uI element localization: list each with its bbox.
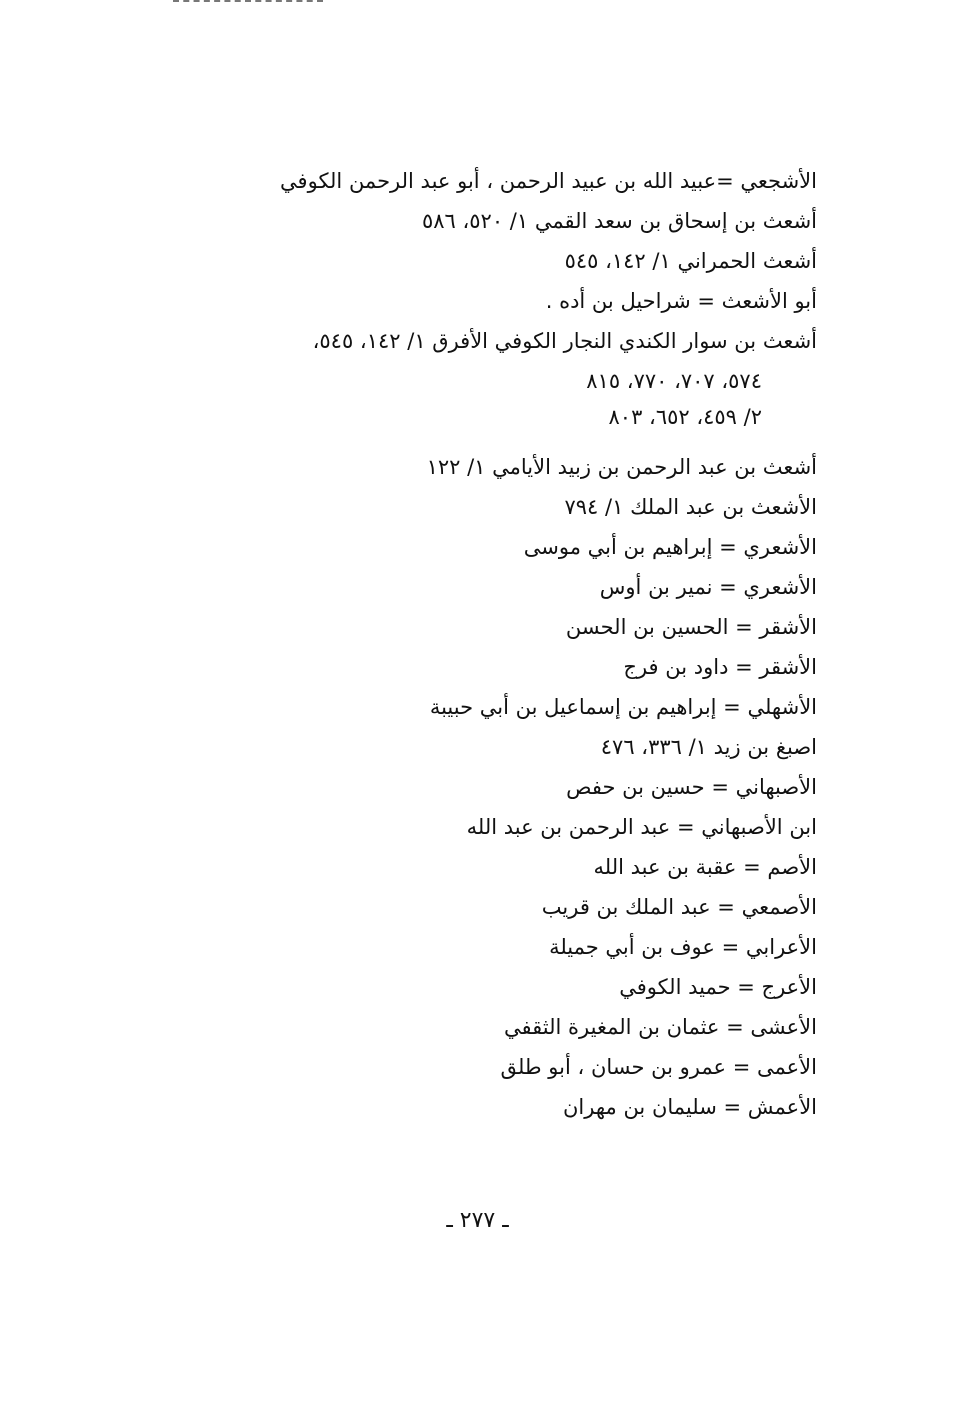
index-entry: الأشقر = الحسين بن الحسن bbox=[565, 615, 817, 639]
index-entry: الأصم = عقبة بن عبد الله bbox=[593, 855, 817, 879]
index-entry: الأشجعي =عبيد الله بن عبيد الرحمن ، أبو عبد الرحمن الكوفي bbox=[280, 169, 817, 193]
index-entry: أشعث بن سوار الكندي النجار الكوفي الأفرق ١/ ١٤٢، ٥٤٥، bbox=[312, 329, 817, 353]
index-entry: أبو الأشعث = شراحيل بن أده . bbox=[545, 289, 817, 313]
index-entry: الأشهلي = إبراهيم بن إسماعيل بن أبي حبيبة bbox=[429, 695, 817, 719]
index-entry: الأعشى = عثمان بن المغيرة الثقفي bbox=[504, 1015, 817, 1039]
index-entries bbox=[137, 168, 817, 1134]
index-entry: ابن الأصبهاني = عبد الرحمن بن عبد الله bbox=[466, 815, 817, 839]
index-entry: الأشعث بن عبد الملك ١/ ٧٩٤ bbox=[564, 495, 817, 519]
top-dashed-rule bbox=[173, 0, 323, 2]
index-entry: الأصمعي = عبد الملك بن قريب bbox=[541, 895, 817, 919]
index-entry: أشعث الحمراني ١/ ١٤٢، ٥٤٥ bbox=[564, 249, 817, 273]
index-entry-continuation: ٥٧٤، ٧٠٧، ٧٧٠، ٨١٥ bbox=[586, 369, 762, 393]
index-entry: الأشعري = نمير بن أوس bbox=[599, 575, 817, 599]
index-entry: الأعمش = سليمان بن مهران bbox=[563, 1095, 817, 1119]
page-number: ـ ٢٧٧ ـ bbox=[446, 1208, 509, 1233]
index-entry: الأصبهاني = حسين بن حفص bbox=[566, 775, 817, 799]
index-entry: الأعرج = حميد الكوفي bbox=[619, 975, 817, 999]
index-entry: الأشعري = إبراهيم بن أبي موسى bbox=[523, 535, 817, 559]
index-entry-continuation: ٢/ ٤٥٩، ٦٥٢، ٨٠٣ bbox=[608, 405, 762, 429]
index-entry: اصبغ بن زيد ١/ ٣٣٦، ٤٧٦ bbox=[600, 735, 817, 759]
index-entry: الأشقر = داود بن فرج bbox=[623, 655, 817, 679]
index-entry: أشعث بن إسحاق بن سعد القمي ١/ ٥٢٠، ٥٨٦ bbox=[421, 209, 817, 233]
index-entry: الأعرابي = عوف بن أبي جميلة bbox=[549, 935, 817, 959]
index-entry: أشعث بن عبد الرحمن بن زبيد الأيامي ١/ ١٢٢ bbox=[426, 455, 817, 479]
index-entry: الأعمى = عمرو بن حسان ، أبو طلق bbox=[500, 1055, 817, 1079]
